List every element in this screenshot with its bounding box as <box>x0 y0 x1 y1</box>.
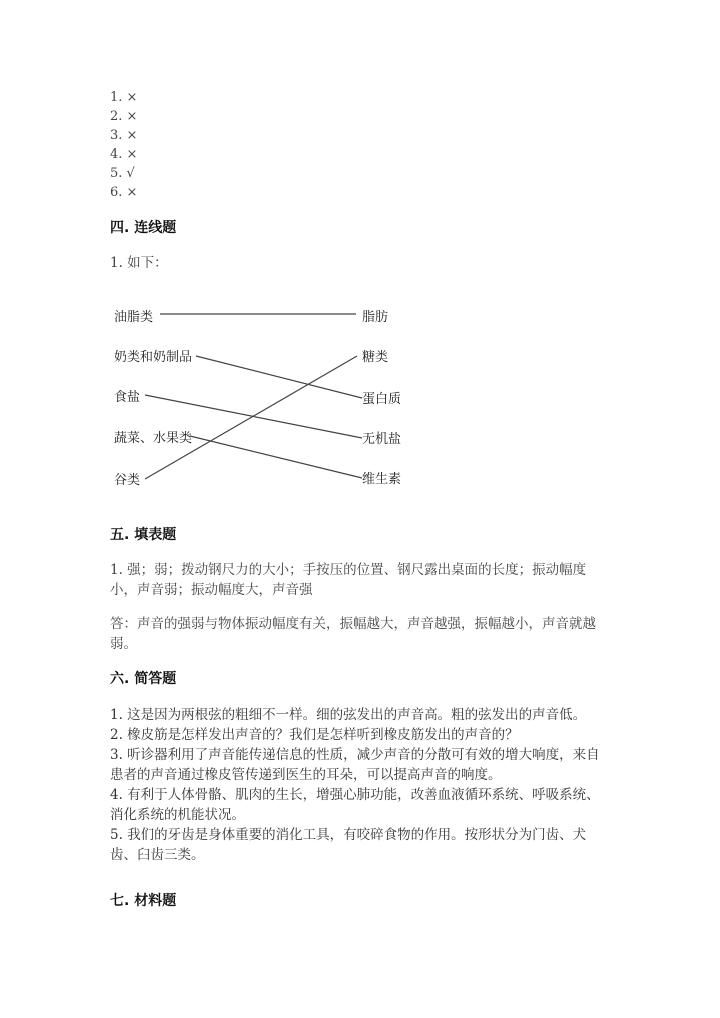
section-heading-short-answer: 六. 简答题 <box>110 671 177 687</box>
right-item: 无机盐 <box>362 432 402 447</box>
answer-number: 4. <box>110 147 123 162</box>
answer-mark: × <box>126 109 138 124</box>
left-item: 奶类和奶制品 <box>114 350 193 365</box>
answer-mark: √ <box>126 166 135 181</box>
answer-mark: × <box>126 185 138 200</box>
answer-number: 2. <box>110 109 123 124</box>
left-item: 蔬菜、水果类 <box>114 431 193 446</box>
left-item: 油脂类 <box>114 310 154 325</box>
answer-number: 3. <box>110 128 123 143</box>
answer-mark: × <box>126 90 138 105</box>
section-heading-material: 七. 材料题 <box>110 893 177 909</box>
right-item: 维生素 <box>362 472 402 487</box>
short-answer-item: 1. 这是因为两根弦的粗细不一样。细的弦发出的声音高。粗的弦发出的声音低。 <box>110 707 587 723</box>
left-item: 谷类 <box>114 473 141 488</box>
short-answer-item: 2. 橡皮筋是怎样发出声音的？我们是怎样听到橡皮筋发出的声音的？ <box>110 727 519 743</box>
left-item: 食盐 <box>114 390 141 405</box>
answer-mark: × <box>126 128 138 143</box>
right-item: 脂肪 <box>362 310 389 325</box>
short-answer-item: 5. 我们的牙齿是身体重要的消化工具，有咬碎食物的作用。按形状分为门齿、犬齿、臼齿三类。 <box>110 827 587 863</box>
fill-table-answer: 1. 强；弱；拨动钢尺力的大小；手按压的位置、钢尺露出桌面的长度；振动幅度小，声音弱；振动幅度大，声音强 <box>110 562 587 598</box>
answer-number: 5. <box>110 166 123 181</box>
fill-table-explanation: 答：声音的强弱与物体振动幅度有关，振幅越大，声音越强，振幅越小，声音就越弱。 <box>110 616 596 652</box>
right-item: 糖类 <box>362 350 389 365</box>
section-heading-fill-table: 五. 填表题 <box>110 527 177 543</box>
short-answer-item: 4. 有利于人体骨骼、肌肉的生长，增强心肺功能，改善血液循环系统、呼吸系统、消化系统的机能状况。 <box>110 787 600 823</box>
right-item: 蛋白质 <box>362 392 402 407</box>
short-answer-item: 3. 听诊器利用了声音能传递信息的性质，减少声音的分散可有效的增大响度，来自患者的声音通过橡皮管传递到医生的耳朵，可以提高声音的响度。 <box>110 747 600 783</box>
answer-number: 1. <box>110 90 123 105</box>
section-heading-matching: 四. 连线题 <box>110 220 177 236</box>
answer-mark: × <box>126 147 138 162</box>
answer-number: 6. <box>110 185 123 200</box>
short-answer-list <box>110 705 610 865</box>
matching-item-intro: 1. 如下： <box>110 255 168 271</box>
